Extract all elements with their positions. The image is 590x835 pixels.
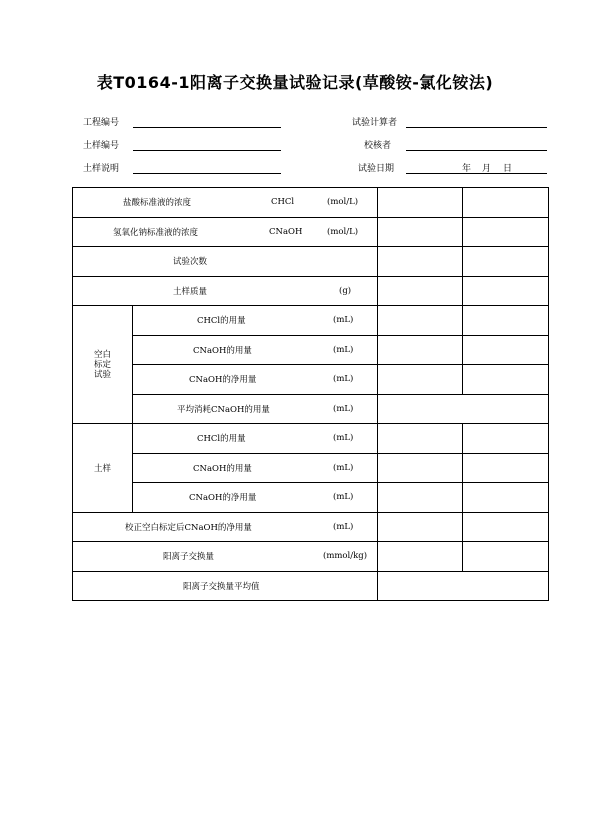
- day-label: 日: [503, 164, 513, 174]
- table-row: [73, 335, 549, 365]
- blank-hcl-unit: (mL): [333, 315, 354, 326]
- hcl-conc-cell: [73, 188, 378, 218]
- hcl-conc-symbol: CHCl: [271, 197, 295, 208]
- soil-hcl-cell: [133, 424, 378, 454]
- blank-net-label: CNaOH的净用量: [189, 375, 257, 386]
- trials-label: 试验次数: [173, 257, 208, 268]
- blank-group-label: 空白标定试验: [93, 349, 111, 380]
- mass-label: 土样质量: [173, 286, 208, 297]
- soil-net-unit: (mL): [333, 492, 354, 503]
- value-cell[interactable]: [463, 483, 549, 513]
- hcl-conc-unit: (mol/L): [327, 197, 359, 208]
- value-cell[interactable]: [378, 365, 463, 395]
- cec-label: 阳离子交换量: [163, 552, 215, 563]
- value-cell[interactable]: [463, 276, 549, 306]
- cec-avg-label: 阳离子交换量平均值: [183, 581, 260, 592]
- soil-naoh-cell: [133, 453, 378, 483]
- table-row: [73, 571, 549, 601]
- record-table: [72, 187, 549, 601]
- value-cell[interactable]: [378, 542, 463, 572]
- soil-net-label: CNaOH的净用量: [189, 493, 257, 504]
- value-cell[interactable]: [378, 424, 463, 454]
- blank-hcl-label: CHCl的用量: [197, 316, 246, 327]
- value-cell[interactable]: [378, 247, 463, 277]
- naoh-conc-label: 氢氧化钠标准液的浓度: [113, 227, 199, 238]
- table-row: [73, 424, 549, 454]
- sample-desc-label: 土样说明: [83, 164, 120, 174]
- value-cell[interactable]: [378, 335, 463, 365]
- sample-desc-field[interactable]: [133, 173, 281, 174]
- month-label: 月: [482, 164, 492, 174]
- value-cell[interactable]: [463, 306, 549, 336]
- naoh-conc-cell: [73, 217, 378, 247]
- value-cell[interactable]: [378, 276, 463, 306]
- blank-avg-label: 平均消耗CNaOH的用量: [177, 404, 270, 415]
- table-row: [73, 453, 549, 483]
- naoh-conc-unit: (mol/L): [327, 226, 359, 237]
- table-row: [73, 512, 549, 542]
- value-cell[interactable]: [378, 483, 463, 513]
- blank-naoh-cell: [133, 335, 378, 365]
- value-cell[interactable]: [463, 217, 549, 247]
- blank-naoh-label: CNaOH的用量: [193, 345, 252, 356]
- value-cell[interactable]: [463, 188, 549, 218]
- value-cell[interactable]: [463, 453, 549, 483]
- value-cell[interactable]: [463, 335, 549, 365]
- value-cell[interactable]: [463, 424, 549, 454]
- calculator-label: 试验计算者: [352, 118, 398, 128]
- test-date-label: 试验日期: [358, 164, 395, 174]
- checker-field[interactable]: [406, 150, 547, 151]
- table-row: [73, 306, 549, 336]
- checker-label: 校核者: [364, 141, 392, 151]
- soil-naoh-label: CNaOH的用量: [193, 463, 252, 474]
- value-cell[interactable]: [378, 217, 463, 247]
- cec-avg-cell: [73, 571, 378, 601]
- value-cell[interactable]: [378, 571, 549, 601]
- trials-cell: [73, 247, 378, 277]
- value-cell[interactable]: [463, 247, 549, 277]
- value-cell[interactable]: [378, 306, 463, 336]
- value-cell[interactable]: [463, 542, 549, 572]
- table-row: [73, 542, 549, 572]
- table-row: [73, 365, 549, 395]
- cec-unit: (mmol/kg): [323, 551, 368, 562]
- page-title: 表T0164-1阳离子交换量试验记录(草酸铵-氯化铵法): [96, 73, 494, 92]
- table-row: [73, 276, 549, 306]
- naoh-conc-symbol: CNaOH: [269, 226, 303, 237]
- soil-naoh-unit: (mL): [333, 462, 354, 473]
- value-cell[interactable]: [378, 394, 549, 424]
- blank-net-cell: [133, 365, 378, 395]
- project-no-label: 工程编号: [83, 118, 120, 128]
- table-row: [73, 483, 549, 513]
- calculator-field[interactable]: [406, 127, 547, 128]
- test-date-field[interactable]: [406, 173, 547, 174]
- value-cell[interactable]: [463, 365, 549, 395]
- soil-group-label: 土样: [93, 463, 111, 474]
- mass-unit: (g): [339, 285, 352, 296]
- table-row: [73, 217, 549, 247]
- blank-group-cell: [73, 306, 133, 424]
- value-cell[interactable]: [463, 512, 549, 542]
- year-label: 年: [462, 164, 472, 174]
- corrected-unit: (mL): [333, 521, 354, 532]
- hcl-conc-label: 盐酸标准液的浓度: [123, 198, 192, 209]
- sample-no-label: 土样编号: [83, 141, 120, 151]
- value-cell[interactable]: [378, 188, 463, 218]
- blank-avg-unit: (mL): [333, 403, 354, 414]
- project-no-field[interactable]: [133, 127, 281, 128]
- corrected-cell: [73, 512, 378, 542]
- value-cell[interactable]: [378, 453, 463, 483]
- sample-no-field[interactable]: [133, 150, 281, 151]
- blank-hcl-cell: [133, 306, 378, 336]
- cec-cell: [73, 542, 378, 572]
- blank-naoh-unit: (mL): [333, 344, 354, 355]
- soil-hcl-label: CHCl的用量: [197, 434, 246, 445]
- mass-cell: [73, 276, 378, 306]
- soil-net-cell: [133, 483, 378, 513]
- table-row: [73, 247, 549, 277]
- blank-avg-cell: [133, 394, 378, 424]
- soil-group-cell: [73, 424, 133, 513]
- corrected-label: 校正空白标定后CNaOH的净用量: [125, 522, 252, 533]
- table-row: [73, 394, 549, 424]
- table-row: [73, 188, 549, 218]
- soil-hcl-unit: (mL): [333, 433, 354, 444]
- blank-net-unit: (mL): [333, 374, 354, 385]
- value-cell[interactable]: [378, 512, 463, 542]
